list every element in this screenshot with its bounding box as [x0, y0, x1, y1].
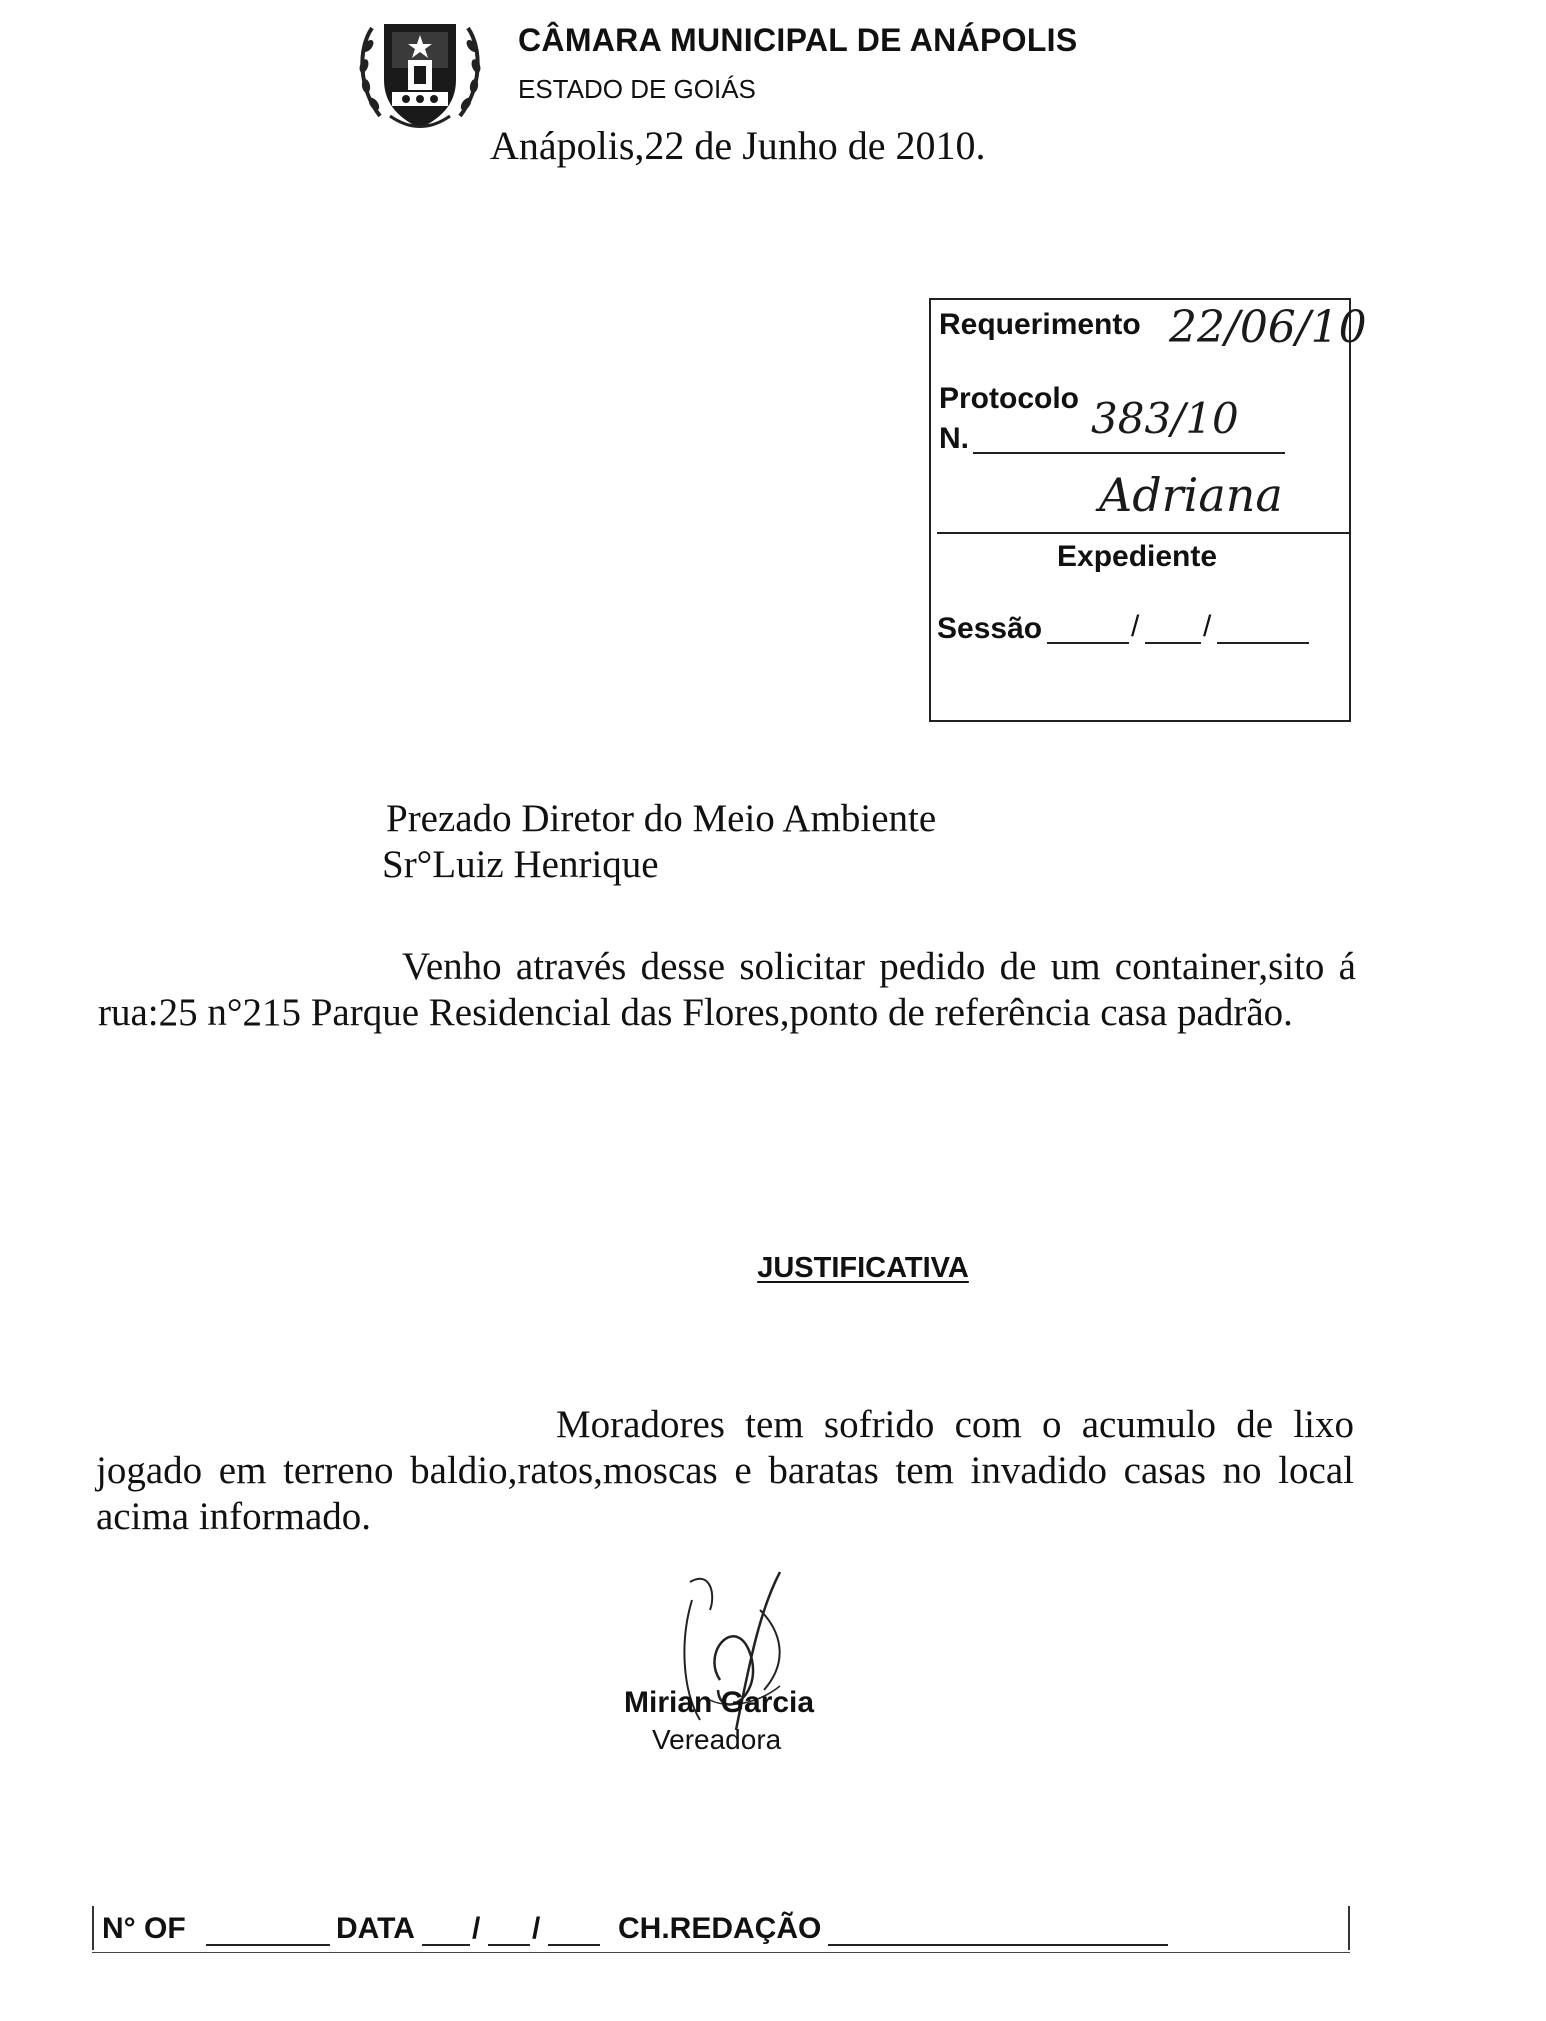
- org-name: CÂMARA MUNICIPAL DE ANÁPOLIS: [518, 22, 1078, 58]
- footer-data-label: DATA: [336, 1912, 415, 1945]
- requerimento-label: Requerimento: [939, 308, 1141, 341]
- expediente-label: Expediente: [1057, 540, 1218, 573]
- footer-date-separator: /: [472, 1912, 481, 1945]
- sessao-label: Sessão: [937, 612, 1043, 645]
- footer-form: [92, 1906, 1352, 1954]
- footer-numero-line: [206, 1944, 330, 1946]
- addressee-title: Prezado Diretor do Meio Ambiente: [386, 797, 937, 840]
- justification-heading: JUSTIFICATIVA: [757, 1252, 969, 1284]
- org-state: ESTADO DE GOIÁS: [518, 74, 756, 104]
- request-text: Venho através desse solicitar pedido de um container,sito á rua:25 n°215 Parque Residencial das Flores,ponto de referência casa padrão.: [98, 945, 1356, 1034]
- numero-value: 383/10: [1091, 394, 1239, 443]
- expediente-line: [937, 532, 1349, 534]
- footer-year-line: [548, 1944, 600, 1946]
- addressee-name: Sr°Luiz Henrique: [382, 843, 659, 886]
- footer-redacao-label: CH.REDAÇÃO: [618, 1912, 822, 1945]
- footer-bottom-line: [92, 1952, 1350, 1953]
- numero-line: [973, 452, 1285, 454]
- municipal-crest-icon: [350, 8, 490, 136]
- justification-text: Moradores tem sofrido com o acumulo de lixo jogado em terreno baldio,ratos,moscas e baratas tem invadido casas no local acima informado.: [96, 1403, 1354, 1538]
- justification-paragraph: [96, 1402, 1354, 1540]
- protocolo-label: Protocolo: [939, 382, 1079, 415]
- footer-right-border: [1348, 1906, 1350, 1950]
- protocol-box: [929, 298, 1367, 722]
- request-paragraph: [98, 944, 1356, 1036]
- footer-month-line: [488, 1944, 530, 1946]
- footer-date-separator: /: [532, 1912, 541, 1945]
- handwritten-signature: [640, 1570, 820, 1750]
- document-date: Anápolis,22 de Junho de 2010.: [490, 123, 986, 168]
- sessao-day-line: [1047, 642, 1129, 644]
- requerimento-value: 22/06/10: [1169, 302, 1367, 353]
- sessao-separator: /: [1131, 610, 1140, 643]
- footer-day-line: [422, 1944, 470, 1946]
- sessao-separator: /: [1203, 610, 1212, 643]
- footer-redacao-line: [828, 1944, 1168, 1946]
- signer-role: Vereadora: [652, 1724, 782, 1755]
- numero-label: N.: [939, 422, 969, 455]
- footer-left-border: [92, 1906, 94, 1950]
- sessao-month-line: [1145, 642, 1201, 644]
- signer-name: Mirian Garcia: [624, 1686, 815, 1719]
- footer-numero-label: N° OF: [102, 1912, 186, 1945]
- expediente-value: Adriana: [1099, 468, 1283, 522]
- sessao-year-line: [1217, 642, 1309, 644]
